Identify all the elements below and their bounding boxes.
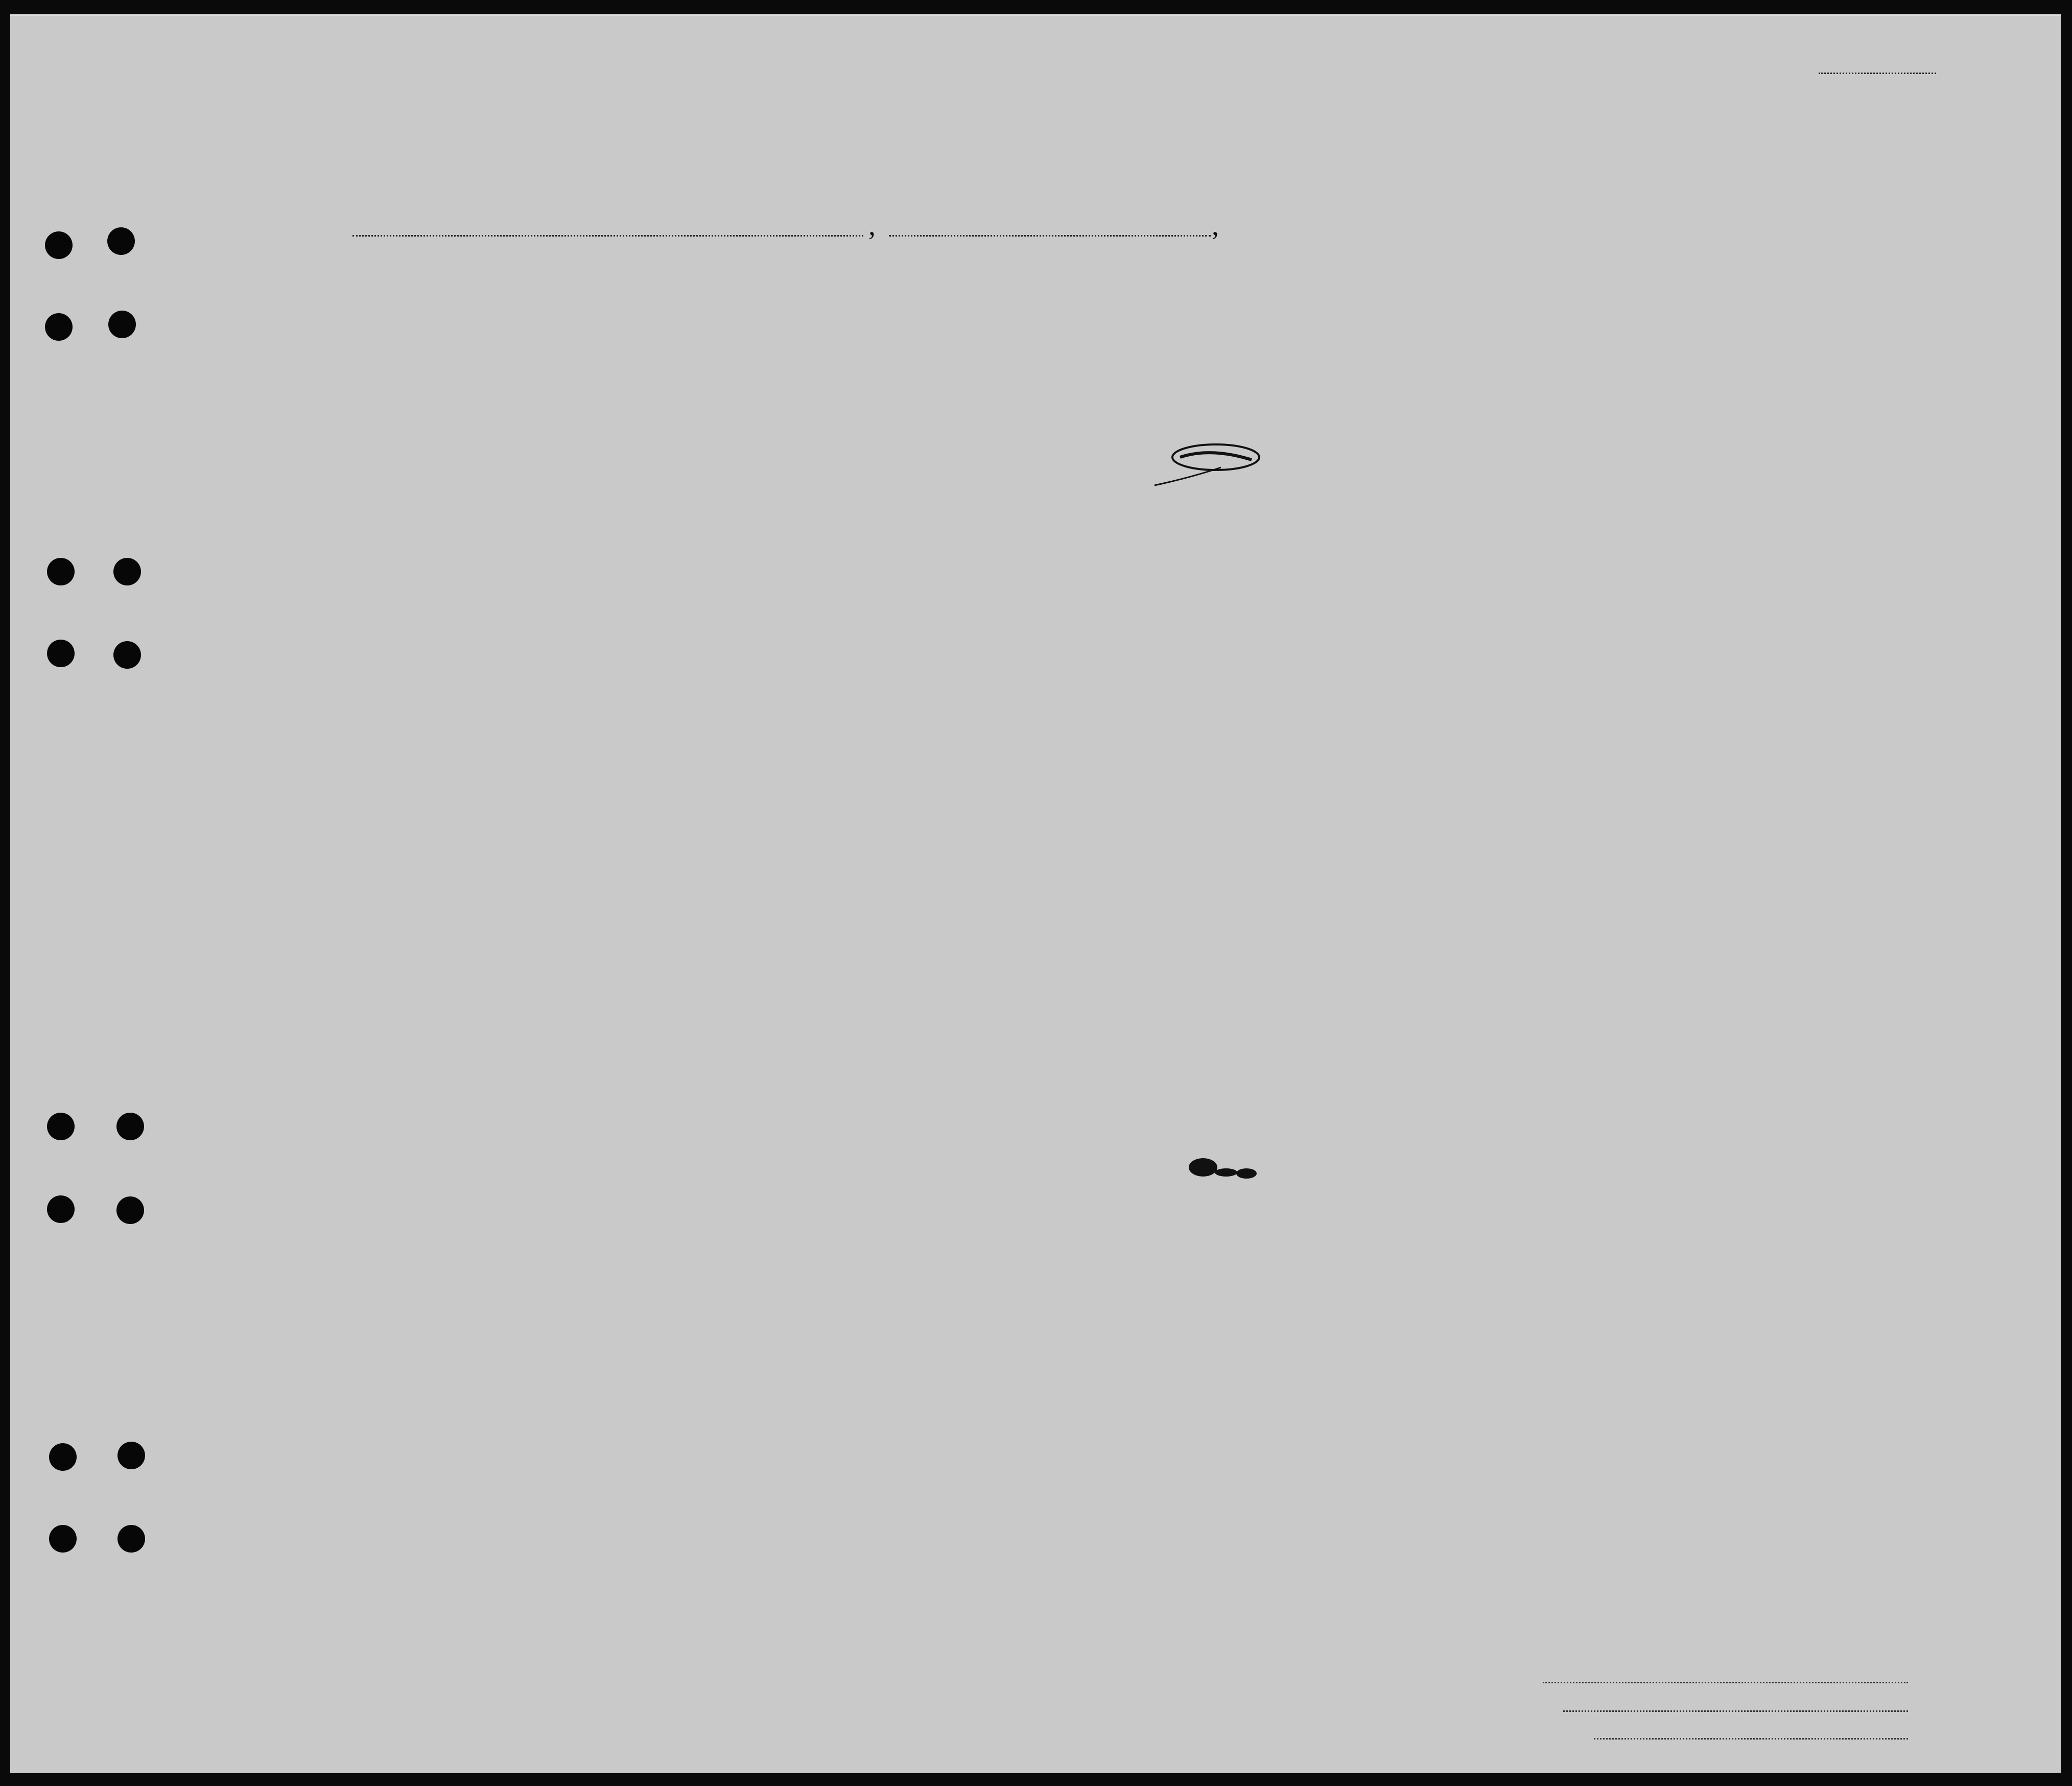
header-prison xyxy=(1300,304,1341,424)
owners-underline xyxy=(1563,1710,1908,1712)
local-agents-underline xyxy=(1594,1738,1908,1740)
binder-hole xyxy=(107,227,135,255)
binder-hole xyxy=(49,1443,77,1471)
binder-hole xyxy=(47,1113,75,1140)
binder-hole xyxy=(117,1442,145,1469)
binder-hole xyxy=(47,558,75,585)
header-ticket xyxy=(598,299,628,424)
binder-hole xyxy=(49,1525,77,1553)
binder-hole xyxy=(47,640,75,667)
header-arrested xyxy=(1513,304,1534,424)
header-become-citizen xyxy=(1266,332,1294,424)
binder-hole xyxy=(116,1113,144,1140)
ink-blot xyxy=(1185,1152,1267,1193)
header-return-country xyxy=(1192,332,1221,424)
binder-hole xyxy=(117,1525,145,1553)
header-anarchist xyxy=(1373,307,1388,424)
binder-hole xyxy=(47,1195,75,1223)
handwritten-scribble xyxy=(1144,437,1267,493)
header-feet xyxy=(1661,393,1676,424)
binder-hole xyxy=(116,1196,144,1224)
line-underline xyxy=(1543,1682,1908,1683)
binder-hole xyxy=(108,311,136,338)
header-inches xyxy=(1683,386,1697,424)
header-offer-labor xyxy=(1452,304,1484,424)
comma-separator: , xyxy=(868,210,876,242)
header-overthrow xyxy=(1397,304,1446,424)
header-length-stay xyxy=(1225,332,1254,424)
binder-hole xyxy=(45,313,73,341)
header-possession-50 xyxy=(725,299,752,424)
header-polygamist xyxy=(1349,307,1364,424)
header-excluded xyxy=(1488,304,1508,424)
binder-hole xyxy=(113,641,141,669)
binder-hole xyxy=(113,558,141,585)
binder-hole xyxy=(45,231,73,259)
comma-separator: , xyxy=(1212,210,1219,242)
